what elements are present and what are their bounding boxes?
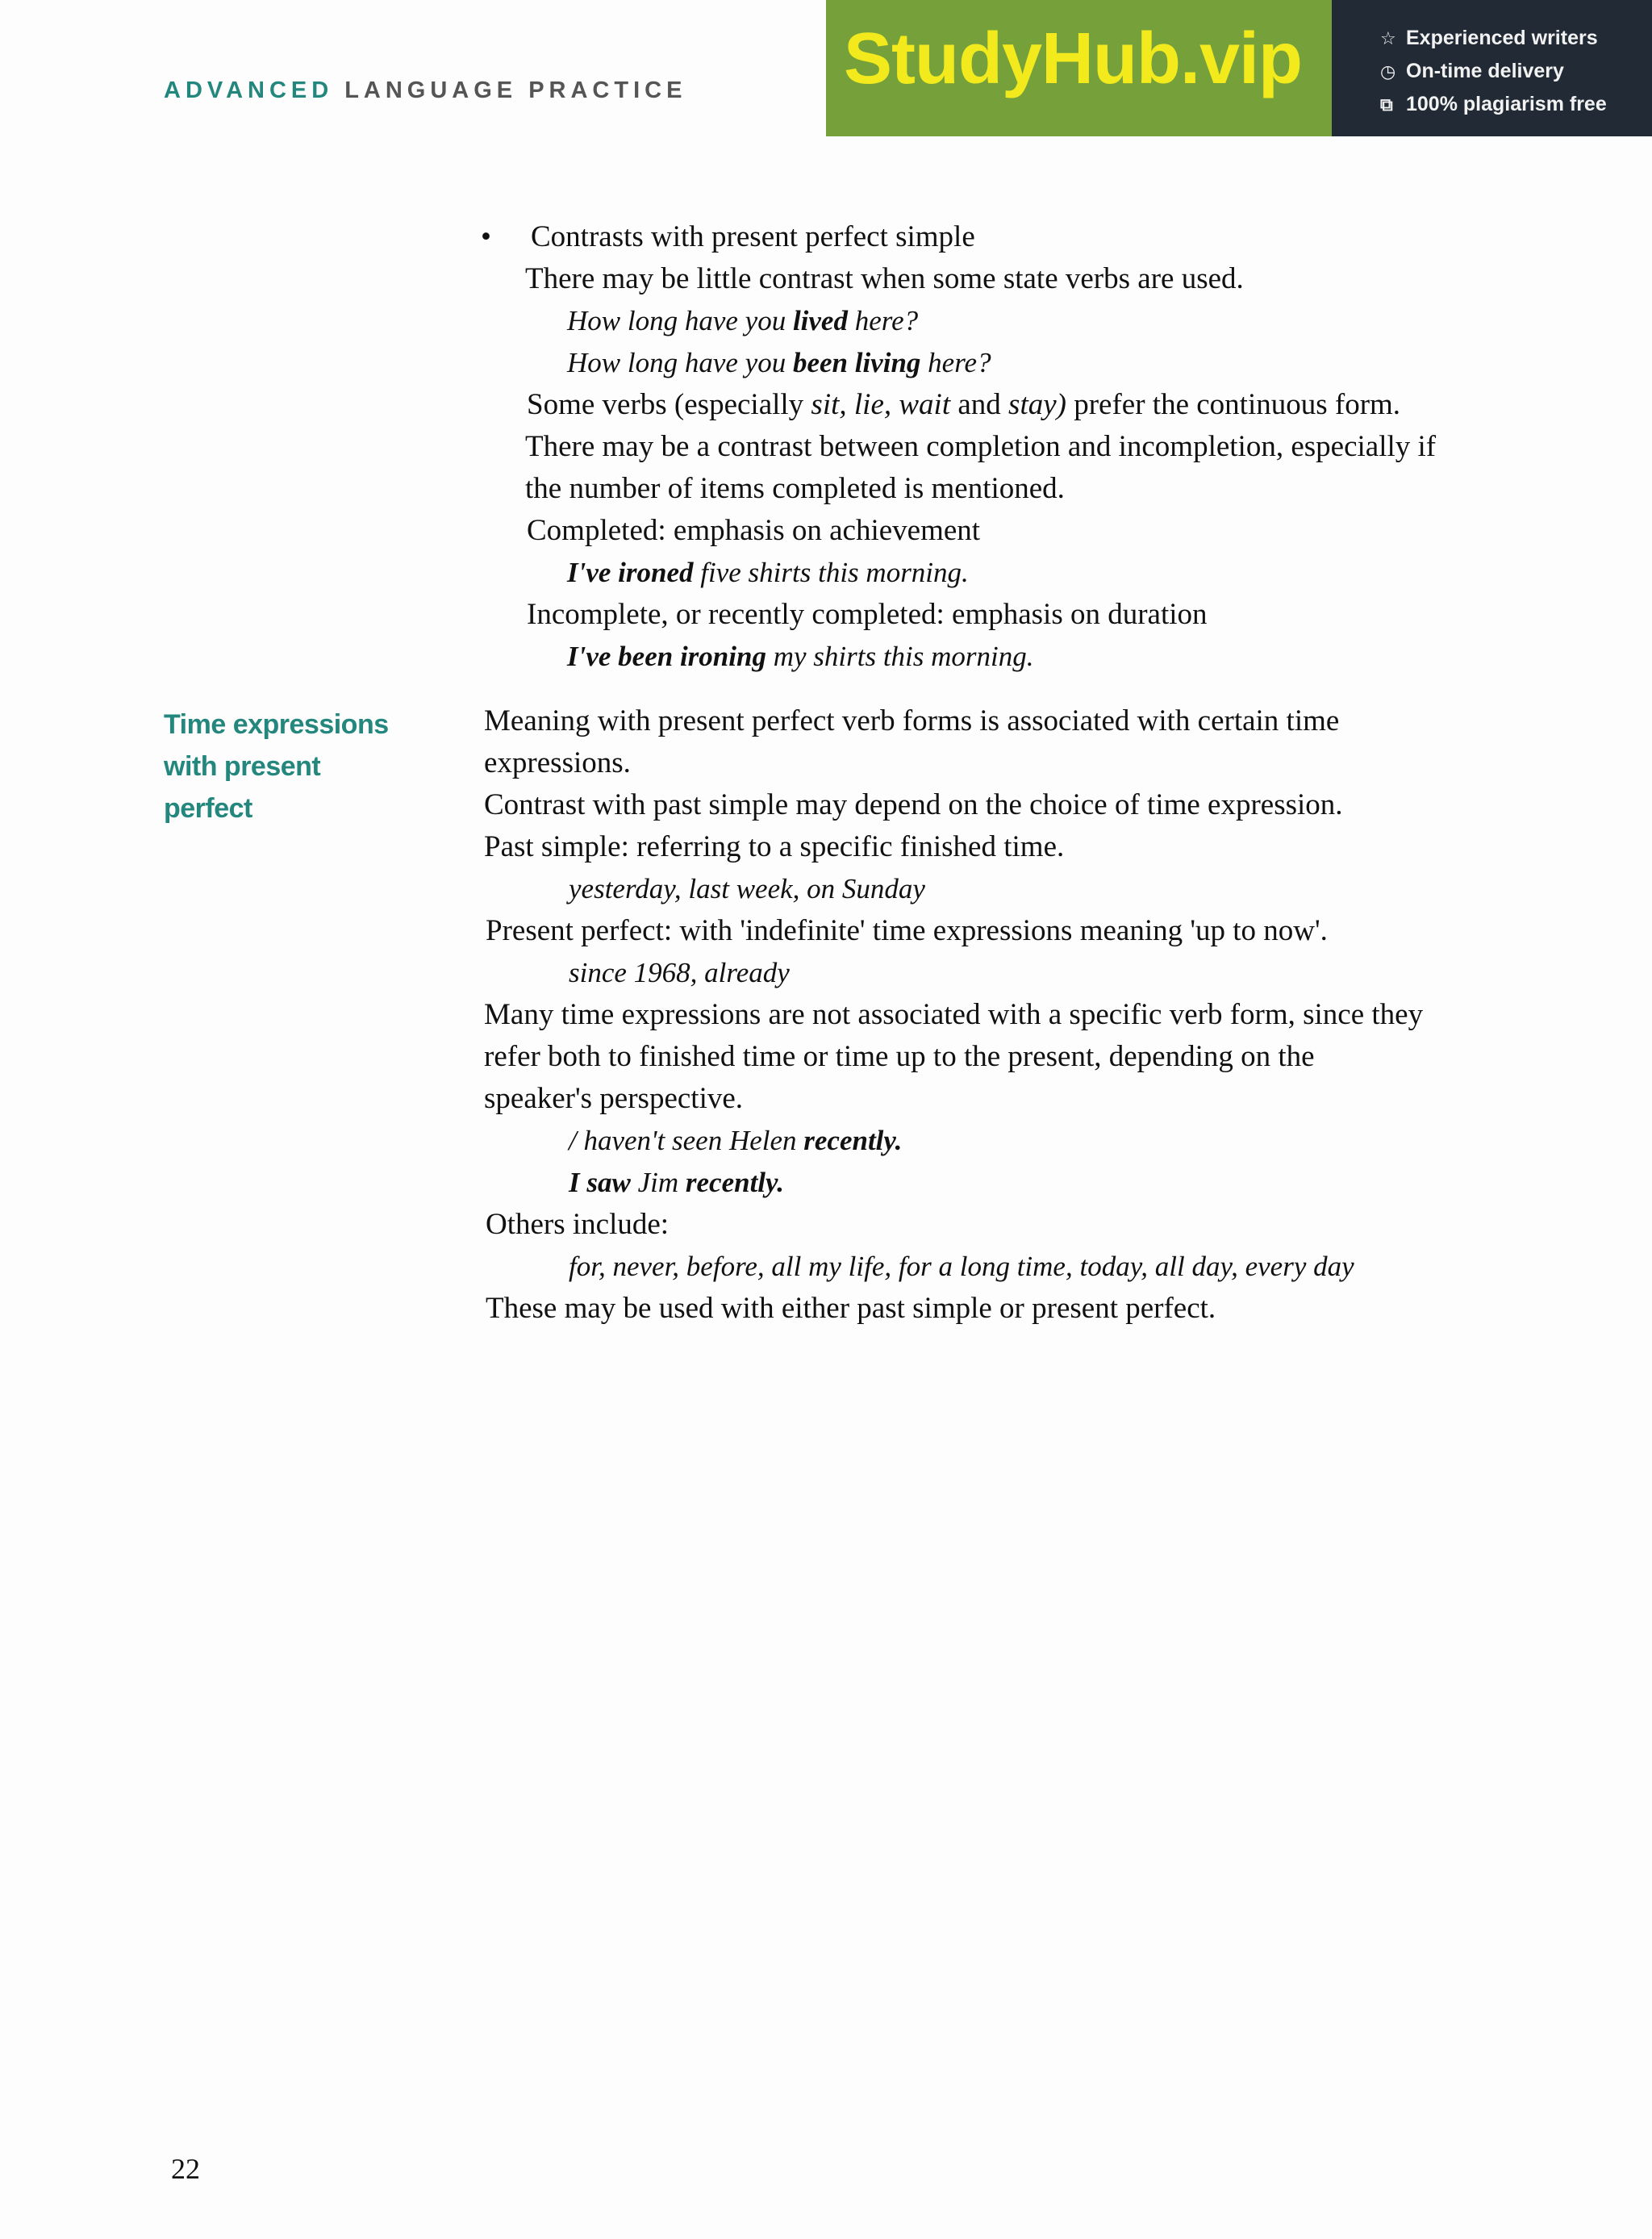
example-ironed	[567, 552, 969, 594]
section1-p3b: the number of items completed is mentioned.	[525, 472, 1065, 505]
studyhub-logo[interactable]: StudyHub.vip	[844, 19, 1302, 99]
section1-p1: There may be little contrast when some state verbs are used.	[525, 262, 1244, 295]
example-bold: lived	[792, 305, 848, 336]
section2-p2: Contrast with past simple may depend on the choice of time expression.	[484, 788, 1343, 821]
section1-heading: Contrasts with present perfect simple	[531, 220, 975, 253]
example-bold: I've been ironing	[567, 641, 766, 672]
section2-p7: These may be used with either past simple or present perfect.	[486, 1292, 1216, 1325]
feature-on-time-delivery	[1332, 55, 1652, 88]
example-present-perfect-times: since 1968, already	[569, 957, 790, 988]
example-text: my shirts this morning.	[766, 641, 1034, 672]
example-text: / haven't seen Helen	[569, 1125, 804, 1156]
banner-features	[1332, 0, 1652, 136]
section1-p2	[527, 384, 1400, 426]
feature-plagiarism-free	[1332, 88, 1652, 121]
section2-p5b: refer both to finished time or time up to the present, depending on the	[484, 1040, 1315, 1073]
example-text: five shirts this morning.	[693, 557, 969, 588]
example-been-ironing	[567, 636, 1034, 678]
example-saw-jim	[569, 1162, 784, 1204]
example-text: here?	[920, 347, 991, 378]
section2-p5a: Many time expressions are not associated with a specific verb form, since they	[484, 998, 1424, 1031]
studyhub-banner[interactable]	[826, 0, 1652, 136]
section2-p4: Present perfect: with 'indefinite' time expressions meaning 'up to now'.	[486, 914, 1328, 947]
example-past-simple-times: yesterday, last week, on Sunday	[569, 873, 925, 904]
sidebar-line: perfect	[164, 793, 252, 824]
section2-p5c: speaker's perspective.	[484, 1082, 744, 1115]
example-text: here?	[847, 305, 919, 336]
italic-text: sit, lie, wait	[811, 388, 951, 421]
italic-text: stay)	[1008, 388, 1066, 421]
bullet: •	[481, 220, 491, 253]
example-havent-seen	[569, 1120, 902, 1162]
example-bold: I saw	[569, 1167, 631, 1198]
feature-experienced-writers	[1332, 22, 1652, 55]
feature-label: On-time delivery	[1406, 60, 1564, 82]
text: and	[950, 388, 1009, 421]
banner-logo-panel[interactable]	[826, 0, 1332, 136]
clock-icon: ◷	[1380, 61, 1396, 81]
header-advanced: ADVANCED	[164, 77, 334, 103]
example-text: How long have you	[567, 305, 793, 336]
feature-label: 100% plagiarism free	[1406, 93, 1607, 115]
section1-p3a: There may be a contrast between completion and incompletion, especially if	[525, 430, 1437, 463]
text: prefer the continuous form.	[1066, 388, 1401, 421]
example-bold: recently.	[685, 1167, 785, 1198]
sidebar-line: Time expressions	[164, 709, 389, 740]
example-been-living	[567, 342, 991, 384]
example-bold: I've ironed	[567, 557, 694, 588]
sidebar-line: with present	[164, 751, 321, 782]
example-others: for, never, before, all my life, for a long time, today, all day, every day	[569, 1251, 1354, 1282]
example-text: Jim	[630, 1167, 686, 1198]
section2-p1b: expressions.	[484, 746, 631, 779]
example-bold: recently.	[803, 1125, 903, 1156]
example-lived	[567, 300, 918, 342]
star-icon: ☆	[1380, 27, 1396, 48]
example-text: How long have you	[567, 347, 793, 378]
section2-p3: Past simple: referring to a specific finished time.	[484, 830, 1065, 863]
section2-p1a: Meaning with present perfect verb forms is associated with certain time	[484, 704, 1340, 737]
example-bold: been living	[792, 347, 921, 378]
section1-p4: Completed: emphasis on achievement	[527, 514, 981, 547]
text: Some verbs (especially	[527, 388, 811, 421]
running-header	[164, 77, 686, 104]
section2-p6: Others include:	[486, 1208, 670, 1241]
header-language-practice: LANGUAGE PRACTICE	[344, 77, 687, 103]
page-number: 22	[171, 2153, 200, 2185]
feature-label: Experienced writers	[1406, 27, 1598, 49]
copy-icon: ⧉	[1380, 94, 1393, 115]
sidebar-heading	[164, 704, 389, 829]
section1-p5: Incomplete, or recently completed: emphasis on duration	[527, 598, 1208, 631]
